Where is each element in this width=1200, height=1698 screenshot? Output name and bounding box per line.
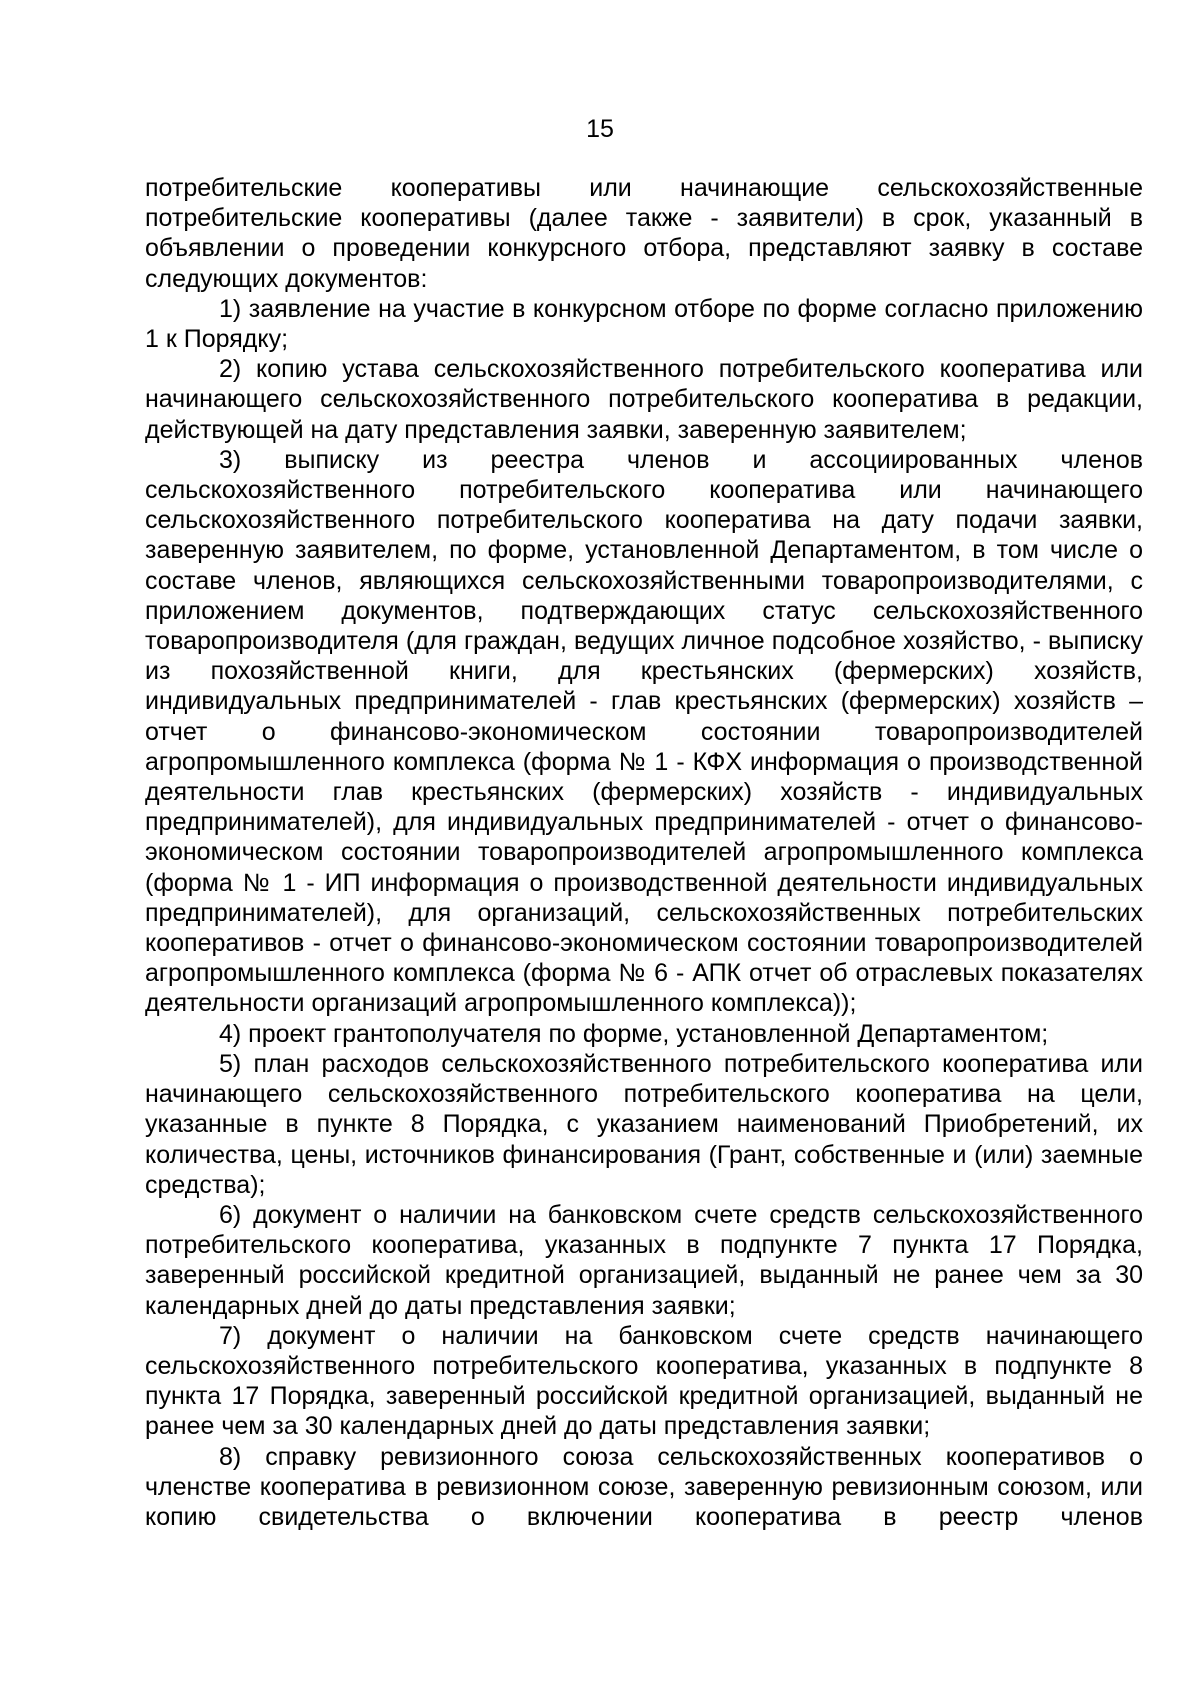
list-item-7: 7) документ о наличии на банковском счете средств начинающего сельскохозяйственного потребительского кооператива, указанных в подпункте 8 пункта 17 Порядка, заверенный российской кредитной организацией, выданный не ранее чем за 30 календарных дней до даты представления заявки; (145, 1321, 1143, 1441)
paragraph-intro: потребительские кооперативы или начинающие сельскохозяйственные потребительские кооперативы (далее также - заявители) в срок, указанный в объявлении о проведении конкурсного отбора, представляют заявку в составе следующих документов: (145, 174, 1143, 293)
list-item-6: 6) документ о наличии на банковском счете средств сельскохозяйственного потребительского кооператива, указанных в подпункте 7 пункта 17 Порядка, заверенный российской кредитной организацией, выданный не ранее чем за 30 календарных дней до даты представления заявки; (145, 1200, 1143, 1320)
list-item-2: 2) копию устава сельскохозяйственного потребительского кооператива или начинающего сельскохозяйственного потребительского кооператива в редакции, действующей на дату представления заявки, заверенную заявителем; (145, 355, 1143, 444)
list-item-4: 4) проект грантополучателя по форме, установленной Департаментом; (219, 1019, 1049, 1048)
list-item-8: 8) справку ревизионного союза сельскохозяйственных кооперативов о членстве кооператива в ревизионном союзе, заверенную ревизионным союзом, или копию свидетельства о включении кооператива в реестр членов (145, 1442, 1143, 1531)
list-item-1: 1) заявление на участие в конкурсном отборе по форме согласно приложению 1 к Порядку; (145, 294, 1143, 354)
list-item-5: 5) план расходов сельскохозяйственного потребительского кооператива или начинающего сельскохозяйственного потребительского кооператива на цели, указанные в пункте 8 Порядка, с указанием наименований Приобретений, их количества, цены, источников финансирования (Грант, собственные и (или) заемные средства); (145, 1049, 1143, 1199)
document-body (145, 173, 1143, 1532)
list-item-3: 3) выписку из реестра членов и ассоциированных членов сельскохозяйственного потребительского кооператива или начинающего сельскохозяйственного потребительского кооператива на дату подачи заявки, заверенную заявителем, по форме, установленной Департаментом, в том числе о составе членов, являющихся сельскохозяйственными товаропроизводителями, с приложением документов, подтверждающих статус сельскохозяйственного товаропроизводителя (для граждан, ведущих личное подсобное хозяйство, - выписку из похозяйственной книги, для крестьянских (фермерских) хозяйств, индивидуальных предпринимателей - глав крестьянских (фермерских) хозяйств – отчет о финансово-экономическом состоянии товаропроизводителей агропромышленного комплекса (форма № 1 - КФХ информация о производственной деятельности глав крестьянских (фермерских) хозяйств - индивидуальных предпринимателей), для индивидуальных предпринимателей - отчет о финансово-экономическом состоянии товаропроизводителей агропромышленного комплекса (форма № 1 - ИП информация о производственной деятельности индивидуальных предпринимателей), для организаций, сельскохозяйственных потребительских кооперативов - отчет о финансово-экономическом состоянии товаропроизводителей агропромышленного комплекса (форма № 6 - АПК отчет об отраслевых показателях деятельности организаций агропромышленного комплекса)); (145, 445, 1143, 1018)
page-number: 15 (586, 115, 614, 143)
